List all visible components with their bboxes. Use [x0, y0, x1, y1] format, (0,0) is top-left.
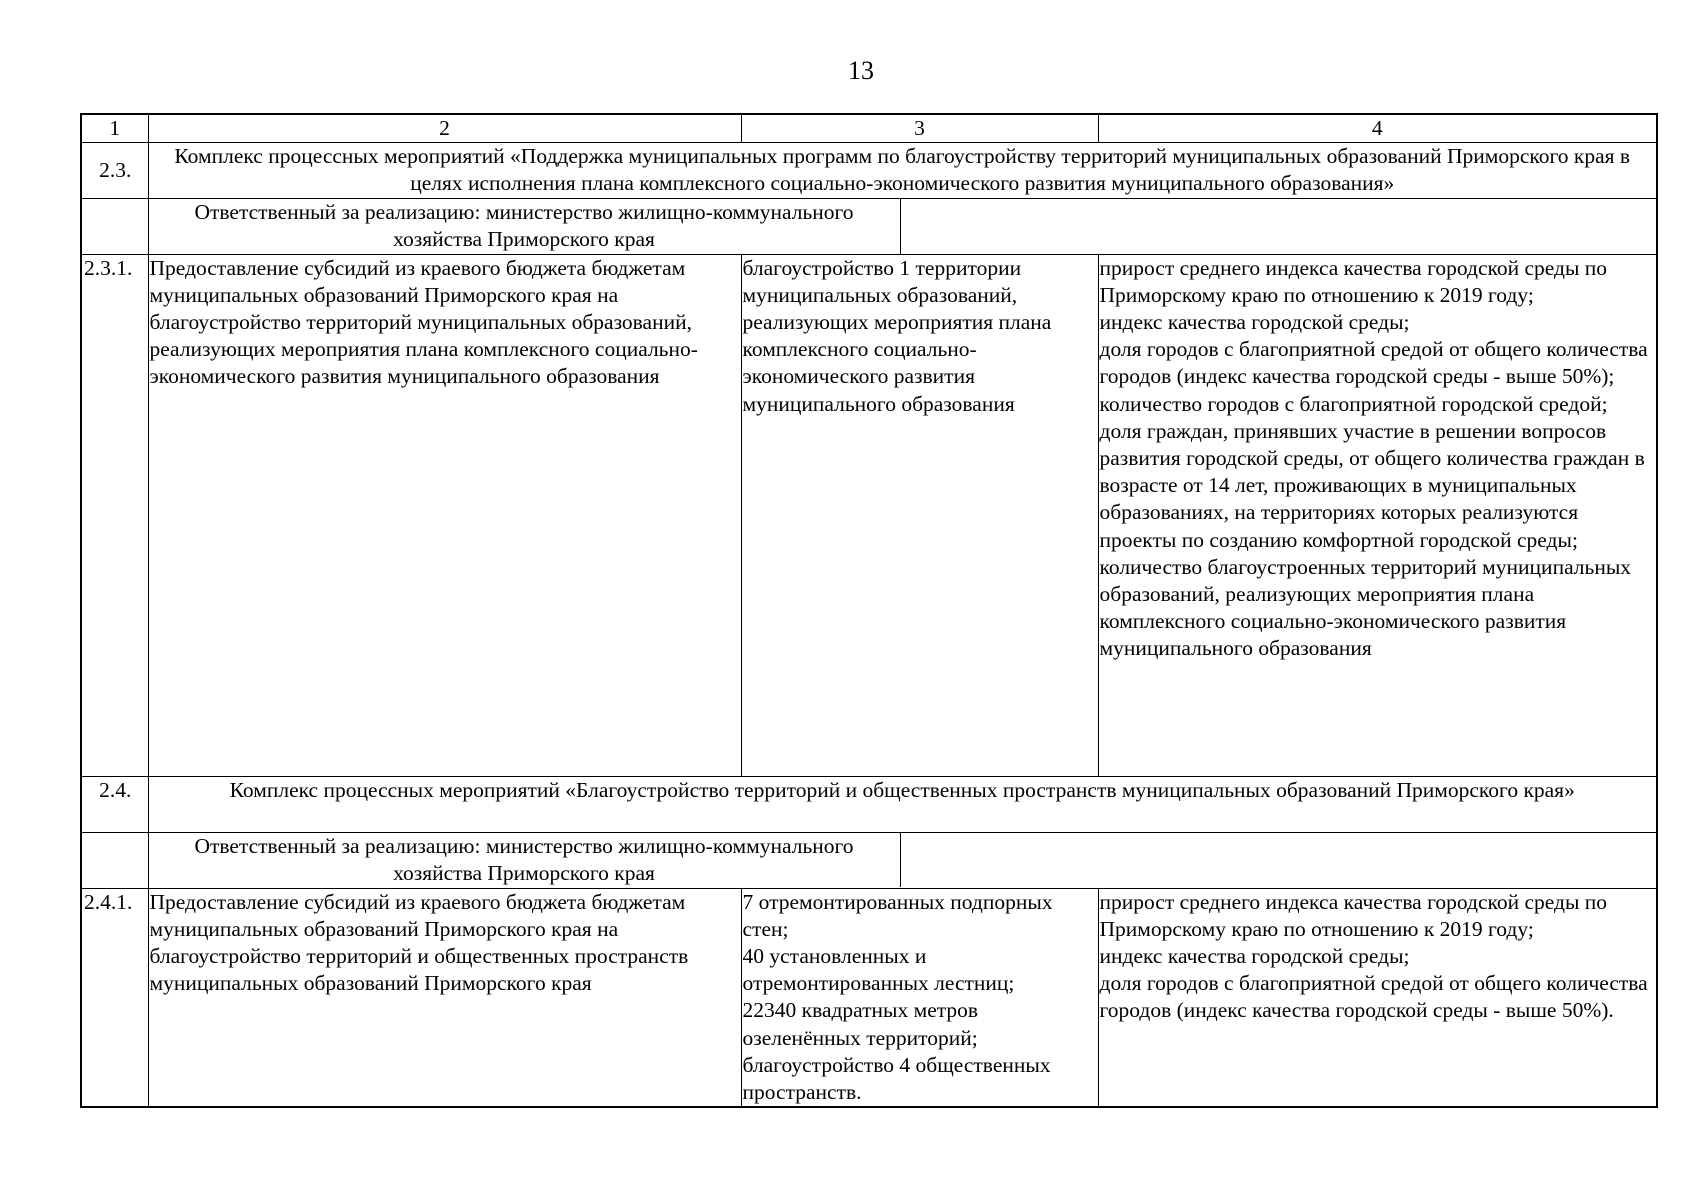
- result-item: благоустройство 1 территории муниципальных образований, реализующих мероприятия плана комплексного социально-экономического развития муниципального образования: [742, 255, 1052, 416]
- empty-cell: [81, 832, 148, 888]
- table-row: [81, 888, 1657, 1107]
- section-title: Комплекс процессных мероприятий «Поддержка муниципальных программ по благоустройству территорий муниципальных образований Приморского края в целях исполнения плана комплексного социально-экономического развития муниципального образования»: [148, 143, 1657, 199]
- responsible-text: Ответственный за реализацию: министерство жилищно-коммунального хозяйства Приморского края: [149, 833, 901, 887]
- column-header: 4: [1098, 114, 1657, 143]
- empty-cell: [901, 199, 1657, 253]
- result-item: 7 отремонтированных подпорных стен;: [742, 889, 1053, 941]
- responsible-text: Ответственный за реализацию: министерство жилищно-коммунального хозяйства Приморского края: [149, 199, 901, 253]
- section-number: 2.3.: [81, 143, 148, 199]
- empty-cell: [81, 199, 148, 254]
- column-header: 3: [741, 114, 1098, 143]
- row-number: 2.3.1.: [81, 254, 148, 776]
- indicator-item: индекс качества городской среды;: [1099, 944, 1410, 969]
- section-title-row: [81, 776, 1657, 832]
- row-number: 2.4.1.: [81, 888, 148, 1107]
- results-cell: [741, 254, 1098, 776]
- header-row: [81, 114, 1657, 143]
- responsible-row: [81, 199, 1657, 254]
- indicator-item: доля городов с благоприятной средой от общего количества городов (индекс качества городской среды - выше 50%).: [1099, 971, 1648, 1023]
- section-title: Комплекс процессных мероприятий «Благоустройство территорий и общественных пространств муниципальных образований Приморского края»: [148, 776, 1657, 832]
- result-item: благоустройство 4 общественных пространств.: [742, 1052, 1051, 1105]
- indicator-item: прирост среднего индекса качества городской среды по Приморскому краю по отношению к 2019 году;: [1099, 255, 1608, 307]
- column-header: 1: [81, 114, 148, 143]
- responsible-cell: [148, 199, 1657, 254]
- section-number: 2.4.: [81, 776, 148, 832]
- empty-cell: [901, 833, 1657, 887]
- indicator-item: доля городов с благоприятной средой от общего количества городов (индекс качества городской среды - выше 50%);: [1099, 337, 1648, 389]
- results-cell: [741, 888, 1098, 1107]
- table-row: [81, 254, 1657, 776]
- column-header: 2: [148, 114, 741, 143]
- task-cell: Предоставление субсидий из краевого бюджета бюджетам муниципальных образований Приморского края на благоустройство территорий муниципальных образований, реализующих мероприятия плана комплексного социально-экономического развития муниципального образования: [148, 254, 741, 776]
- indicator-item: индекс качества городской среды;: [1099, 310, 1410, 335]
- indicator-item: прирост среднего индекса качества городской среды по Приморскому краю по отношению к 2019 году;: [1099, 889, 1608, 941]
- indicator-item: доля граждан, принявших участие в решении вопросов развития городской среды, от общего количества граждан в возрасте от 14 лет, проживающих в муниципальных образованиях, на территориях которых реализуются проекты по созданию комфортной городской среды;: [1099, 418, 1645, 552]
- responsible-row: [81, 832, 1657, 888]
- result-item: 40 установленных и отремонтированных лестниц;: [742, 944, 1015, 996]
- result-item: 22340 квадратных метров озеленённых территорий;: [742, 998, 979, 1050]
- responsible-cell: [148, 832, 1657, 888]
- indicators-cell: [1098, 254, 1657, 776]
- page-number: 13: [848, 56, 874, 85]
- program-table: [80, 113, 1658, 1108]
- indicator-item: количество городов с благоприятной городской средой;: [1099, 391, 1608, 416]
- task-cell: Предоставление субсидий из краевого бюджета бюджетам муниципальных образований Приморского края на благоустройство территорий и общественных пространств муниципальных образований Приморского края: [148, 888, 741, 1107]
- indicators-cell: [1098, 888, 1657, 1107]
- indicator-item: количество благоустроенных территорий муниципальных образований, реализующих мероприятия плана комплексного социально-экономического развития муниципального образования: [1099, 554, 1632, 661]
- section-title-row: [81, 143, 1657, 199]
